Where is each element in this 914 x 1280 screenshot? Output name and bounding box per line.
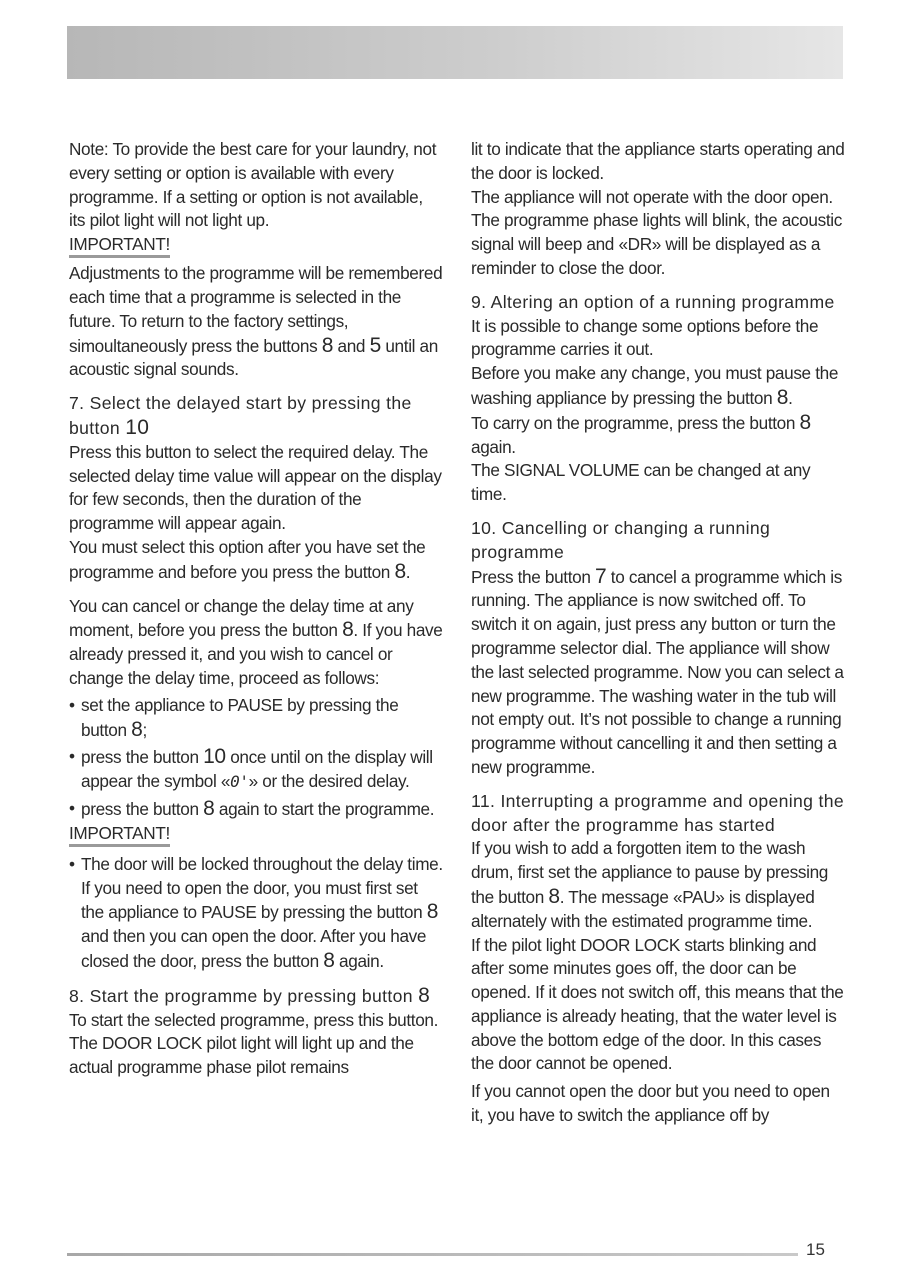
delay-symbol: 0': [230, 772, 249, 792]
important-heading: IMPORTANT!: [69, 234, 170, 258]
continuation-paragraph-1: lit to indicate that the appliance starts operating and the door is locked.: [471, 139, 845, 183]
bullet-item: • press the button 10 once until on the display will appear the symbol «0'» or the desired delay.: [69, 745, 443, 794]
section-11-heading: 11. Interrupting a programme and opening the door after the programme has started: [471, 790, 845, 835]
section-8-paragraph-1: To start the selected programme, press this button. The DOOR LOCK pilot light will light up and the actual programme phase pilot remains: [69, 1009, 439, 1078]
footer-rule: [67, 1253, 798, 1256]
section-11-paragraph-3: If you cannot open the door but you need to open it, you have to switch the appliance off by: [471, 1081, 830, 1126]
page-number: 15: [806, 1240, 825, 1259]
note-paragraph: Note: To provide the best care for your laundry, not every setting or option is available with every programme. If a setting or option is not available, its pilot light will not light up.: [69, 139, 437, 231]
header-bar: [67, 26, 843, 79]
bullet-item: • The door will be locked throughout the delay time. If you need to open the door, you must first set the appliance to PAUSE by pressing the button 8 and then you can open the door. After you have closed the door, press the button 8 again.: [69, 853, 443, 974]
section-9-heading: 9. Altering an option of a running programme: [471, 291, 835, 312]
section-11-paragraph-2: If the pilot light DOOR LOCK starts blinking and after some minutes goes off, the door can be opened. If it does not switch off, this means that the appliance is already heating, that the water level is above the bottom edge of the door. In this cases the door cannot be opened.: [471, 934, 844, 1074]
section-10-heading: 10. Cancelling or changing a running programme: [471, 517, 771, 562]
section-9-paragraph-4: The SIGNAL VOLUME can be changed at any time.: [471, 460, 811, 505]
section-11-paragraph-1: If you wish to add a forgotten item to the wash drum, first set the appliance to pause by pressing the button 8. The message «PAU» is displayed alternately with the estimated programme time.: [471, 838, 829, 931]
bullet-item: • set the appliance to PAUSE by pressing the button 8;: [69, 694, 443, 743]
section-9-paragraph-3: To carry on the programme, press the button 8 again.: [471, 410, 811, 457]
bullet-item: • press the button 8 again to start the programme.: [69, 797, 443, 822]
section-9-paragraph-1: It is possible to change some options before the programme carries it out.: [471, 315, 819, 360]
section-7-paragraph-1: Press this button to select the required delay. The selected delay time value will appear on the display for few seconds, then the duration of the programme will appear again.: [69, 441, 442, 534]
left-column: [69, 138, 443, 1080]
right-column: [471, 138, 845, 1128]
continuation-paragraph-2: The appliance will not operate with the door open. The programme phase lights will blink, the acoustic signal will beep and «DR» will be displayed as a reminder to close the door.: [471, 186, 842, 278]
section-9-paragraph-2: Before you make any change, you must pause the washing appliance by pressing the button 8.: [471, 363, 839, 409]
section-8-heading: 8. Start the programme by pressing button 8: [69, 983, 431, 1007]
section-10-paragraph-1: Press the button 7 to cancel a programme which is running. The appliance is now switched off. To switch it on again, just press any button or turn the programme selector dial. The appliance will show the last selected programme. Now you can select a new programme. The washing water in the tub will not empty out. It’s not possible to change a running programme without cancelling it and then setting a new programme.: [471, 564, 844, 777]
section-7-paragraph-3: You can cancel or change the delay time at any moment, before you press the button 8. If you have already pressed it, and you wish to cancel or change the delay time, proceed as follows:: [69, 595, 443, 688]
section-7-heading: 7. Select the delayed start by pressing the button 10: [69, 393, 412, 439]
section-7-paragraph-2: You must select this option after you have set the programme and before you press the button 8.: [69, 536, 426, 583]
important-heading: IMPORTANT!: [69, 823, 170, 847]
adjustments-paragraph: Adjustments to the programme will be remembered each time that a programme is selected in the future. To return to the factory settings, simoultaneously press the buttons 8 and 5 until an acoustic signal sounds.: [69, 263, 443, 380]
